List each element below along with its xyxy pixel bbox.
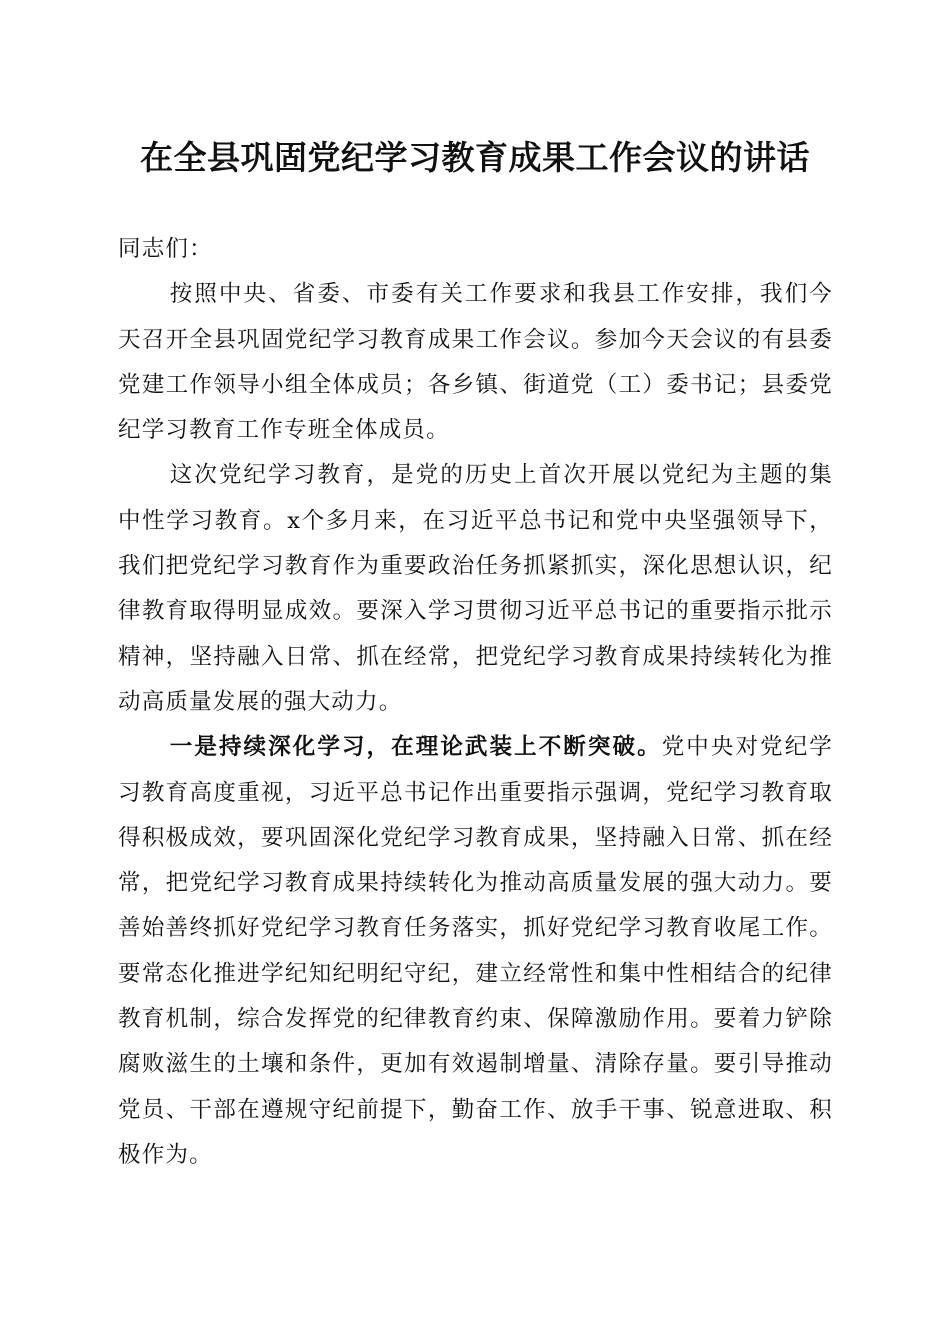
paragraph	[118, 725, 833, 1178]
paragraph-lead-heading: 一是持续深化学习，在理论武装上不断突破。	[169, 734, 662, 761]
paragraph	[118, 272, 833, 453]
paragraph-text: 这次党纪学习教育，是党的历史上首次开展以党纪为主题的集中性学习教育。x个多月来，在习近平总书记和党中央坚强领导下，我们把党纪学习教育作为重要政治任务抓紧抓实，深化思想认识，纪律教育取得明显成效。要深入学习贯彻习近平总书记的重要指示批示精神，坚持融入日常、抓在经常，把党纪学习教育成果持续转化为推动高质量发展的强大动力。	[118, 462, 833, 715]
salutation: 同志们：	[118, 236, 213, 262]
paragraph-text: 按照中央、省委、市委有关工作要求和我县工作安排，我们今天召开全县巩固党纪学习教育成果工作会议。参加今天会议的有县委党建工作领导小组全体成员；各乡镇、街道党（工）委书记；县委党纪学习教育工作专班全体成员。	[118, 281, 833, 444]
paragraph	[118, 453, 833, 725]
paragraph-text: 党中央对党纪学习教育高度重视，习近平总书记作出重要指示强调，党纪学习教育取得积极成效，要巩固深化党纪学习教育成果，坚持融入日常、抓在经常，把党纪学习教育成果持续转化为推动高质量发展的强大动力。要善始善终抓好党纪学习教育任务落实，抓好党纪学习教育收尾工作。要常态化推进学纪知纪明纪守纪，建立经常性和集中性相结合的纪律教育机制，综合发挥党的纪律教育约束、保障激励作用。要着力铲除腐败滋生的土壤和条件，更加有效遏制增量、清除存量。要引导推动党员、干部在遵规守纪前提下，勤奋工作、放手干事、锐意进取、积极作为。	[118, 734, 833, 1168]
document-title: 在全县巩固党纪学习教育成果工作会议的讲话	[140, 138, 810, 177]
document-body	[118, 227, 833, 1178]
